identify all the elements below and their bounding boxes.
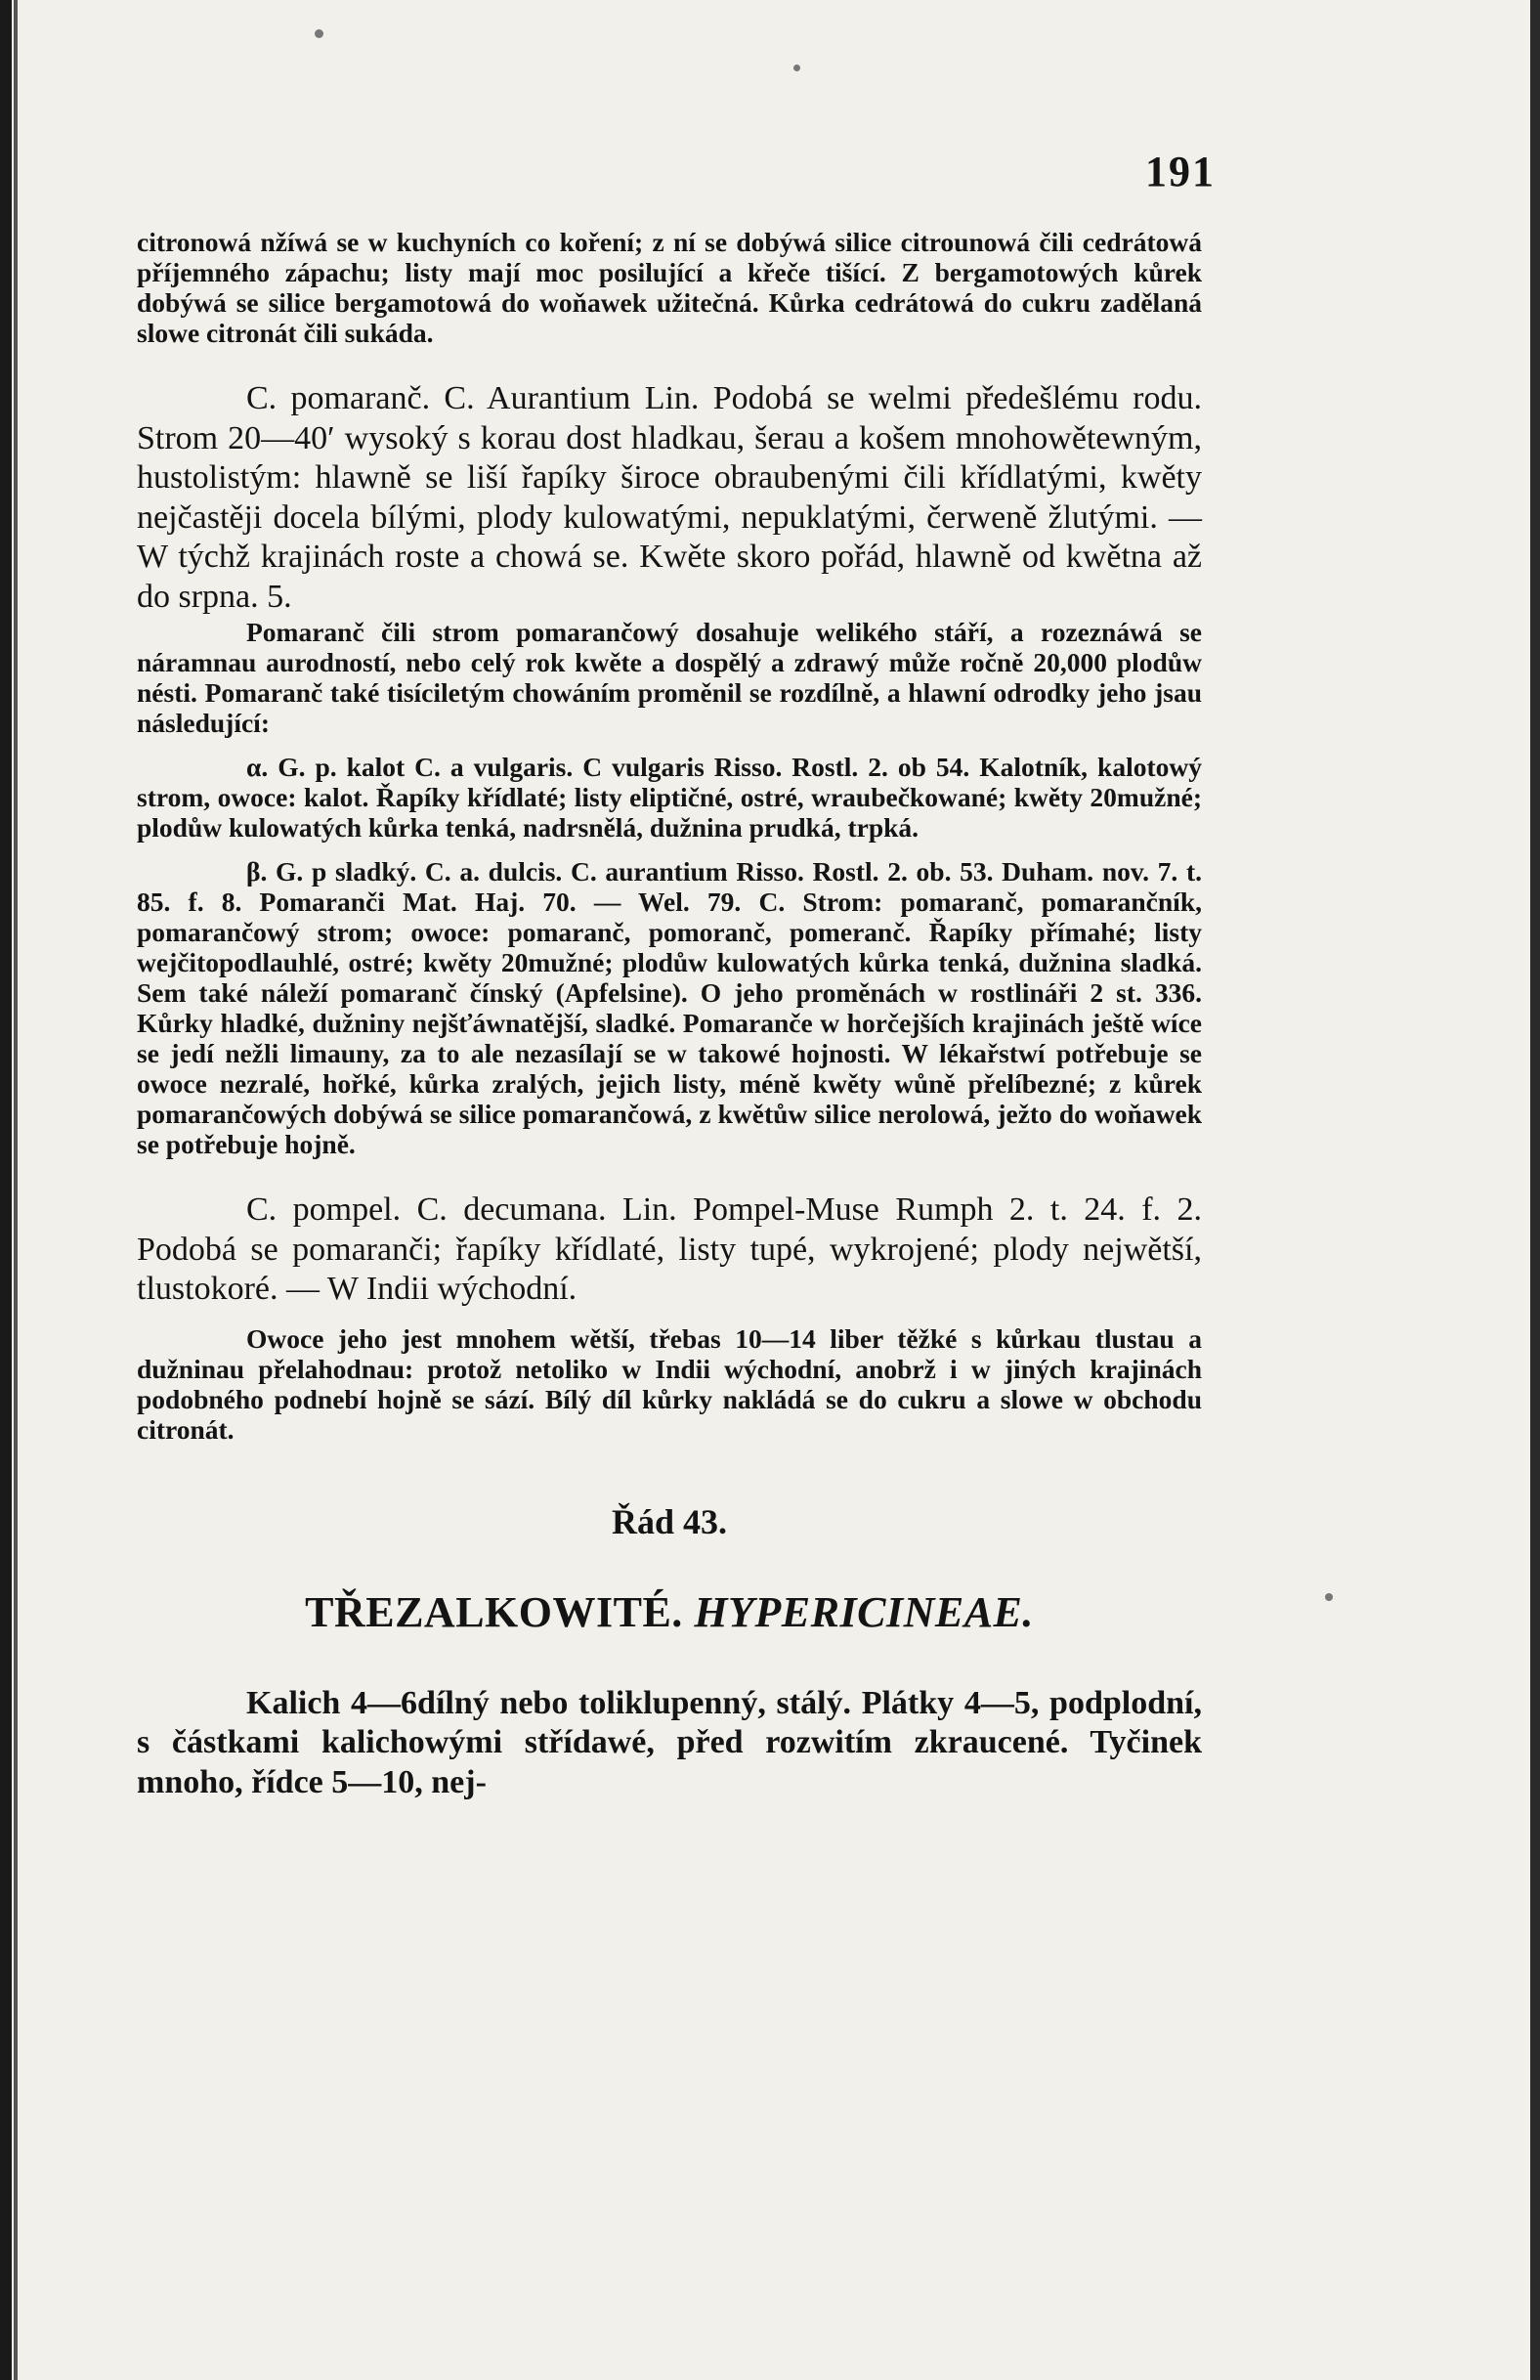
paragraph-pomeranc-note: Pomaranč čili strom pomarančowý dosahuje welikého stáří, a rozeznáwá se náramnau aurodností, nebo celý rok kwěte a dospělý a zdrawý může ročně 20,000 plodůw nésti. Pomaranč také tisíciletým chowáním proměnil se rozdílně, a hlawní odrodky jeho jsau následující: xyxy=(137,617,1202,738)
family-name-czech: TŘEZALKOWITÉ. xyxy=(305,1587,683,1636)
paper-speck xyxy=(793,65,800,71)
page-edge-left xyxy=(0,0,12,2380)
family-name-latin: HYPERICINEAE. xyxy=(694,1587,1034,1636)
paragraph-pomeranc: C. pomaranč. C. Aurantium Lin. Podobá se welmi předešlému rodu. Strom 20—40′ wysoký s korau dost hladkau, šerau a košem mnohowětewným, hustolistým: hlawně se liší řapíky široce obraubenými čili křídlatými, kwěty nejčastěji docela bílými, plody kulowatými, nepuklatými, čerweně žlutými. — W týchž krajinách roste a chowá se. Kwěte skoro pořád, hlawně od kwětna až do srpna. 5. xyxy=(137,380,1202,615)
paper-speck xyxy=(1325,1593,1333,1601)
paragraph-variety-sladky: β. G. p sladký. C. a. dulcis. C. aurantium Risso. Rostl. 2. ob. 53. Duham. nov. 7. t. 85. f. 8. Pomaranči Mat. Haj. 70. — Wel. 79. C. Strom: pomaranč, pomarančník, pomarančowý strom; owoce: pomaranč, pomoranč, pomeranč. Řapíky přímahé; listy wejčitopodlauhlé, ostré; kwěty 20mužné; plodůw kulowatých kůrka tenká, dužnina sladká. Sem také náleží pomaranč čínský (Apfelsine). O jeho proměnách w rostlináři 2 st. 336. Kůrky hladké, dužniny nejšťáwnatější, sladké. Pomaranče w horčejších krajinách ještě wíce se jedí nežli limauny, za to ale nezasílají se w takowé hojnosti. W lékařstwí potřebuje se owoce nezralé, hořké, kůrka zralých, jejich listy, méně kwěty wůně přelíbezné; z kůrek pomarančowých dobýwá se silice pomarančowá, z kwětůw silice nerolowá, ježto do woňawek se potřebuje hojně. xyxy=(137,856,1202,1159)
page-edge-shadow xyxy=(14,0,18,2380)
paragraph-variety-kalot: α. G. p. kalot C. a vulgaris. C vulgaris Risso. Rostl. 2. ob 54. Kalotník, kalotowý strom, owoce: kalot. Řapíky křídlaté; listy eliptičné, ostré, wraubečkowané; kwěty 20mužné; plodůw kulowatých kůrka tenká, nadrsnělá, dužnina prudká, trpká. xyxy=(137,752,1202,843)
paper-speck xyxy=(315,29,323,38)
page-edge-right xyxy=(1530,0,1540,2380)
paragraph-pompel-note: Owoce jeho jest mnohem wětší, třebas 10—14 liber těžké s kůrkau tlustau a dužninau přelahodnau: protož netoliko w Indii wýchodní, anobrž i w jiných krajinách podobného podnebí hojně se sází. Bílý díl kůrky nakládá se do cukru a slowe w obchodu citronát. xyxy=(137,1322,1202,1445)
page-number: 191 xyxy=(1145,148,1216,195)
page-body xyxy=(137,227,1202,1802)
paragraph-pompel: C. pompel. C. decumana. Lin. Pompel-Muse Rumph 2. t. 24. f. 2. Podobá se pomaranči; řapíky křídlaté, listy tupé, wykrojené; plody nejwětší, tlustokoré. — W Indii wýchodní. xyxy=(137,1191,1202,1307)
paragraph-family-description: Kalich 4—6dílný nebo toliklupenný, stálý. Plátky 4—5, podplodní, s částkami kalichowými střídawé, před rozwitím zkraucené. Tyčinek mnoho, řídce 5—10, nej- xyxy=(137,1684,1202,1800)
paragraph-citron-uses: citronowá nžíwá se w kuchyních co koření; z ní se dobýwá silice citrounowá čili cedrátowá příjemného zápachu; listy mají moc posilující a křeče tišící. Z bergamotowých kůrek dobýwá se silice bergamotowá do woňawek užitečná. Kůrka cedrátowá do cukru zadělaná slowe citronát čili sukáda. xyxy=(137,227,1202,348)
family-heading xyxy=(137,1587,1202,1637)
order-heading: Řád 43. xyxy=(611,1501,728,1541)
